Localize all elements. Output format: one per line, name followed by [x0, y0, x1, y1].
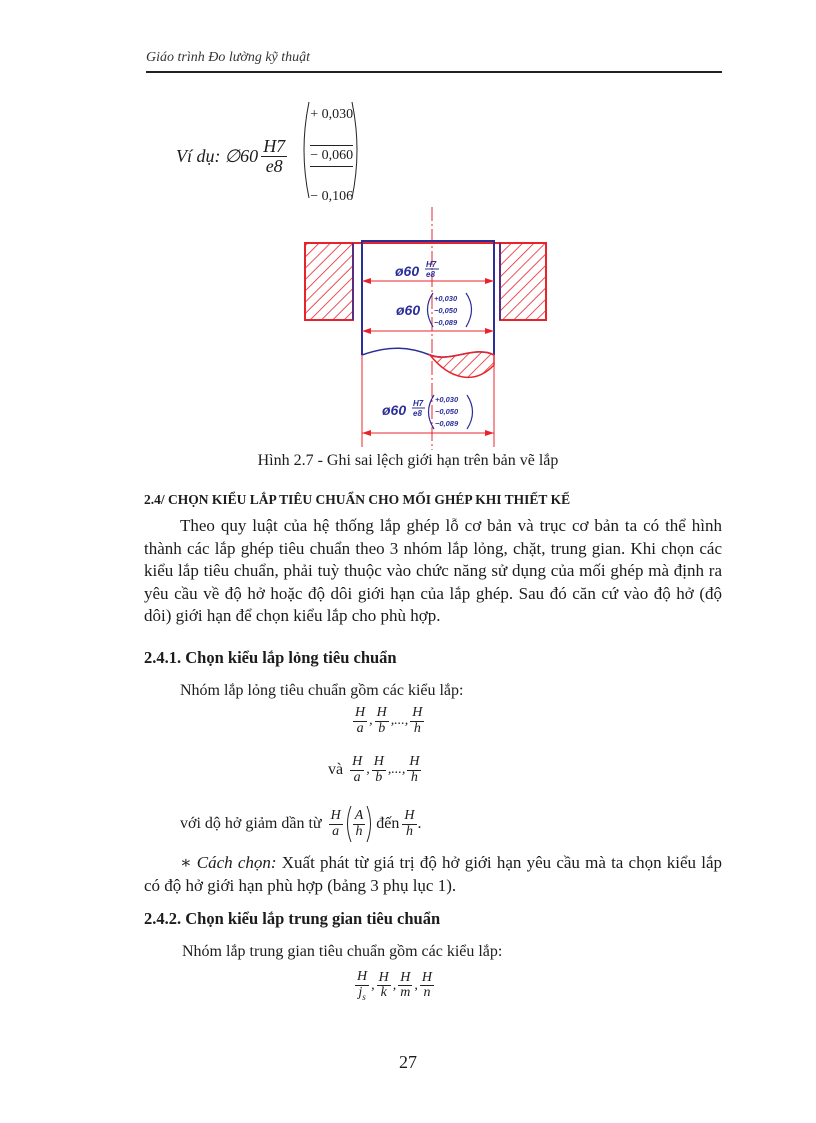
dim-arrow-1r	[485, 278, 494, 284]
fit-den: b	[375, 769, 383, 785]
dim3-diameter: ø60	[382, 402, 407, 418]
row2-prefix: và	[328, 761, 344, 779]
right-paren	[351, 101, 363, 199]
tolerance-example	[176, 106, 363, 206]
dim3-right-paren	[467, 395, 473, 429]
method-text: Xuất phát từ giá trị độ hở giới hạn yêu cầu mà ta chọn kiểu lắp có độ hở giới hạn phù hợp (bảng 3 phụ lục 1).	[144, 853, 722, 895]
dim2-mid: −0,050	[434, 306, 458, 315]
fit-den-base: j	[358, 984, 363, 1000]
example-diameter: ∅60	[224, 145, 259, 166]
deviation-lower: − 0,106	[310, 189, 354, 204]
section-heading-2-4: 2.4/ CHỌN KIỂU LẮP TIÊU CHUẨN CHO MỐI GHÉP KHI THIẾT KẾ	[144, 492, 571, 507]
fit-den: k	[380, 985, 387, 1001]
dim1-hole: H7	[426, 260, 437, 269]
fit-num: H	[412, 705, 423, 720]
example-fit-shaft: e8	[265, 155, 283, 176]
dim-arrow-3r	[485, 430, 494, 436]
dim-arrow-2r	[485, 328, 494, 334]
dim2-diameter: ø60	[396, 302, 421, 318]
header-rule	[146, 71, 722, 73]
fit-num: H	[357, 969, 368, 984]
fit-num: A	[354, 807, 364, 823]
deviation-mid: − 0,060	[310, 145, 353, 167]
housing-left-section	[305, 243, 353, 320]
dim3-shaft: e8	[413, 409, 422, 418]
fit-den: n	[423, 985, 431, 1001]
example-label: Ví dụ:	[176, 145, 221, 166]
running-header: Giáo trình Đo lường kỹ thuật	[146, 50, 311, 65]
fit-num: H	[404, 807, 415, 823]
fit-den: h	[355, 823, 363, 839]
clearance-period: .	[417, 815, 422, 832]
dim-arrow-3l	[362, 430, 371, 436]
fit-den: a	[353, 769, 361, 785]
dim3-mid: −0,050	[435, 407, 459, 416]
clearance-prefix: với dộ hở giảm dần từ	[180, 815, 322, 832]
fit-den	[356, 986, 367, 1002]
example-fit-fraction	[261, 137, 287, 176]
assembly-drawing	[300, 205, 550, 450]
fit-num: H	[355, 705, 366, 720]
fit-num: H	[352, 754, 363, 769]
fit-den: m	[400, 985, 411, 1001]
section-heading-2-4-2: 2.4.2. Chọn kiểu lắp trung gian tiêu chuẩn	[144, 909, 441, 928]
dim1-diameter: ø60	[395, 263, 420, 279]
method-label: ∗ Cách chọn:	[180, 853, 277, 872]
dim3-lower: −0,089	[435, 419, 459, 428]
fit-ellipsis: ,...,	[387, 762, 406, 778]
loose-fit-row-2: và $\frac{H}{a}$ , $\frac{H}{b}$ ,..., $\frac{H}{h}$	[328, 754, 420, 785]
housing-right-section	[500, 243, 546, 320]
shaft-outline	[362, 241, 494, 355]
fit-num: H	[400, 969, 411, 985]
fit-den: a	[332, 823, 340, 839]
fit-num: H	[409, 754, 420, 769]
loose-fit-intro: Nhóm lắp lỏng tiêu chuẩn gồm các kiểu lắp:	[180, 682, 464, 699]
loose-fit-row-1: $\frac{H}{a}$ , $\frac{H}{b}$ ,..., $\frac{H}{h}$	[355, 705, 423, 736]
clearance-left-paren	[344, 804, 352, 844]
fit-den: a	[356, 720, 364, 736]
dim2-lower: −0,089	[434, 318, 458, 327]
fit-den: h	[413, 720, 421, 736]
clearance-range	[180, 804, 422, 844]
example-fit-hole: H7	[263, 135, 286, 156]
dim2-upper: +0,030	[434, 294, 458, 303]
shaft-break-section	[430, 352, 494, 377]
dim3-left-paren	[429, 395, 435, 429]
fit-num: H	[376, 705, 387, 720]
dim-arrow-1l	[362, 278, 371, 284]
dim2-right-paren	[466, 293, 472, 327]
section-2-4-paragraph: Theo quy luật của hệ thống lắp ghép lỗ cơ bản và trục cơ bản ta có thể hình thành các lắp ghép tiêu chuẩn theo 3 nhóm lắp lỏng, chặt, trung gian. Khi chọn các kiểu lắp tiêu chuẩn, phải tuỳ thuộc vào chức năng sử dụng của mối ghép mà định ra yêu cầu về độ hở hoặc độ dôi giới hạn của lắp ghép. Sau đó căn cứ vào độ hở (độ dôi) giới hạn để chọn kiểu lắp cho phù hợp.	[144, 516, 722, 626]
transition-fit-list: $\frac{H}{j_s}$ , $\frac{H}{k}$ , $\frac{H}{m}$ , $\frac{H}{n}$	[357, 969, 432, 1002]
dim3-hole: H7	[413, 399, 424, 408]
left-paren	[298, 101, 310, 199]
dim-arrow-2l	[362, 328, 371, 334]
page-number: 27	[399, 1052, 417, 1072]
example-deviations	[298, 101, 363, 211]
fit-den: h	[405, 823, 413, 839]
fit-num: H	[378, 969, 389, 985]
fit-ellipsis: ,...,	[390, 713, 409, 729]
fit-num: H	[421, 969, 432, 985]
fit-den-subscript: s	[362, 991, 366, 1002]
fit-den: b	[378, 720, 386, 736]
transition-fit-intro: Nhóm lắp trung gian tiêu chuẩn gồm các kiểu lắp:	[182, 943, 503, 960]
clearance-right-paren	[366, 804, 374, 844]
fit-den: h	[410, 769, 418, 785]
dim3-upper: +0,030	[435, 395, 459, 404]
fit-num: H	[373, 754, 384, 769]
fit-num: H	[330, 807, 341, 823]
figure-caption: Hình 2.7 - Ghi sai lệch giới hạn trên bản vẽ lắp	[257, 452, 559, 469]
deviation-upper: + 0,030	[310, 107, 354, 122]
dim1-shaft: e8	[426, 270, 435, 279]
clearance-to: đến	[376, 815, 400, 832]
selection-method	[144, 852, 722, 897]
section-heading-2-4-1: 2.4.1. Chọn kiểu lắp lỏng tiêu chuẩn	[144, 648, 397, 667]
